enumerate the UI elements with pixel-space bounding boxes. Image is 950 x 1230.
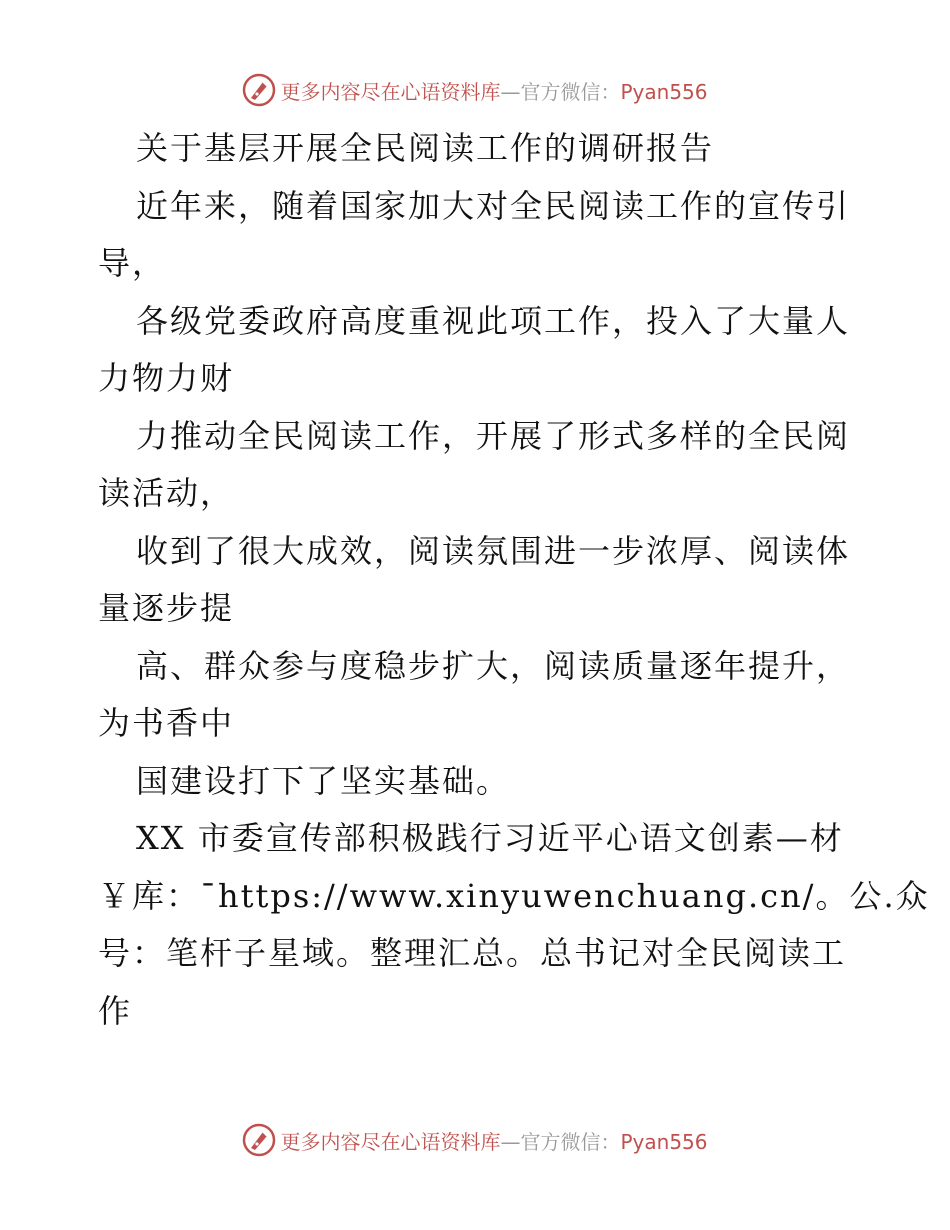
document-line: 导，	[98, 244, 167, 282]
document-line: 力物力财	[98, 359, 235, 397]
document-body	[98, 120, 930, 1040]
document-line: 读活动，	[98, 474, 235, 512]
pen-nib-logo-icon	[242, 1123, 276, 1157]
footer-watermark	[0, 1120, 950, 1160]
document-line: 作	[98, 991, 133, 1030]
document-line: 力推动全民阅读工作，开展了形式多样的全民阅	[136, 416, 851, 455]
document-line: 为书香中	[98, 704, 235, 742]
watermark-id: Pyan556	[620, 1129, 708, 1154]
watermark-main: 更多内容尽在心语资料库	[280, 1129, 501, 1154]
document-line: 收到了很大成效，阅读氛围进一步浓厚、阅读体	[136, 531, 851, 570]
watermark-main: 更多内容尽在心语资料库	[280, 79, 501, 104]
watermark-id: Pyan556	[620, 79, 708, 104]
pen-nib-logo-icon	[242, 73, 276, 107]
watermark-text	[280, 76, 707, 105]
watermark-separator: —官方微信：	[500, 1129, 621, 1154]
document-line: 量逐步提	[98, 589, 235, 627]
header-watermark	[0, 70, 950, 110]
document-line: 号：笔杆子星域。整理汇总。总书记对全民阅读工	[98, 934, 847, 972]
document-line: 近年来，随着国家加大对全民阅读工作的宣传引	[136, 186, 851, 225]
watermark-text	[280, 1126, 707, 1155]
document-line: 高、群众参与度稳步扩大，阅读质量逐年提升，	[136, 646, 851, 685]
document-line: XX 市委宣传部积极践行习近平心语文创素—材	[136, 819, 844, 857]
watermark-separator: —官方微信：	[500, 79, 621, 104]
document-line: 各级党委政府高度重视此项工作，投入了大量人	[136, 301, 851, 340]
document-line: 国建设打下了坚实基础。	[136, 761, 511, 800]
document-line: ￥库：¯https://www.xinyuwenchuang.cn/。公.众	[98, 876, 930, 915]
document-line: 关于基层开展全民阅读工作的调研报告	[136, 129, 715, 167]
